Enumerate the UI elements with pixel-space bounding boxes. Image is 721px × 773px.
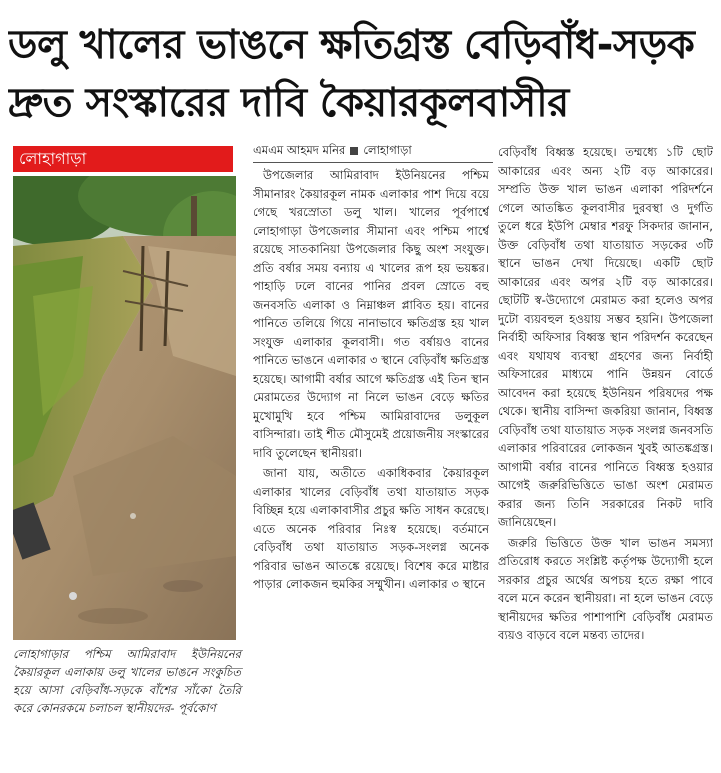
square-bullet-icon <box>350 147 358 155</box>
byline-place: লোহাগাড়া <box>363 143 412 157</box>
article-column-3 <box>498 143 713 769</box>
headline-line-1: ডলু খালের ভাঙনে ক্ষতিগ্রস্ত বেড়িবাঁধ-সড়ক <box>8 22 695 68</box>
article-paragraph: উপজেলার আমিরাবাদ ইউনিয়নের পশ্চিম সীমানারং কৈয়ারকূল নামক এলাকার পাশ দিয়ে বয়ে গেছে খরস্রোতা ডলু খাল। খালের পূর্বপার্শ্বে লোহাগাড়া উপজেলার সীমানা এবং পশ্চিম পার্শ্বে রয়েছে সাতকানিয়া উপজেলার কিছু অংশ সংযুক্ত। প্রতি বর্ষার সময় বন্যায় এ খালের রূপ হয় ভয়ঙ্কর। পাহাড়ি ঢলে বানের পানির প্রবল স্রোতে বহু জনবসতি এলাকা ও নিম্নাঞ্চল প্লাবিত হয়। বানের পানিতে তলিয়ে গিয়ে নানাভাবে ক্ষতিগ্রস্ত হয় খাল সংযুক্ত এলাকার কূলবাসী। গত বর্ষায়ও বানের পানিতে ভাঙনে এলাকার ৩ স্থানে বেড়িবাঁধ ক্ষতিগ্রস্ত হয়েছে। আগামী বর্ষার আগে ক্ষতিগ্রস্ত এই তিন স্থান মেরামতের উদ্যোগ না নিলে ভাঙন বেড়ে ক্ষতির মুখোমুখি হবে পশ্চিম আমিরাবাদের ডলুকূল বাসিন্দারা। তাই শীত মৌসুমেই প্রয়োজনীয় সংস্কারের দাবি তুলেছেন স্থানীয়রা। <box>253 168 489 460</box>
embankment-erosion-photo <box>13 176 236 640</box>
article-column-2 <box>253 166 489 766</box>
article-paragraph: বেড়িবাঁধ বিধ্বস্ত হয়েছে। তম্মধ্যে ১টি ছোট আকারের এবং অন্য ২টি বড় আকারের। সম্প্রতি উক্ত খাল ভাঙন এলাকা পরিদর্শনে গেলে আতঙ্কিত কূলবাসীর দুরবস্থা ও দুর্গতি তুলে ধরে ইউপি মেম্বার শরফু সিকদার জানান, উক্ত বেড়িবাঁধ তথা যাতায়াত সড়কের ৩টি স্থানে ভাঙন দেখা দিয়েছে। একটি ছোট আকারের এবং অপর ২টি বড় আকারের। ছোটটি স্ব-উদ্যোগে মেরামত করা হলেও অপর দুটো ব্যয়বহুল হওয়ায় সম্ভব হয়নি। উপজেলা নির্বাহী অফিসার বিধ্বস্ত স্থান পরিদর্শন করেছেন এবং যথাযথ ব্যবস্থা গ্রহণের জন্য নির্বাহী অফিসারের মাধ্যমে পানি উন্নয়ন বোর্ডে আবেদন করা হয়েছে ইউনিয়ন পরিষদের পক্ষ থেকে। স্থানীয় বাসিন্দা জকরিয়া জানান, বিধ্বস্ত বেড়িবাঁধ তথা যাতায়াত সড়ক সংলগ্ন জনবসতি এলাকার পরিবারের লোকজন খুবই আতঙ্কগ্রস্ত। আগামী বর্ষার বানের পানিতে বিধ্বস্ত হওয়ার আগেই জরুরিভিত্তিতে ভাঙা অংশ মেরামত করার জন্য তিনি সরকারের নিকট দাবি জানিয়েছেন। <box>498 145 713 529</box>
byline <box>253 141 493 163</box>
article-paragraph: জরুরি ভিত্তিতে উক্ত খাল ভাঙন সমস্যা প্রতিরোধ করতে সংশ্লিষ্ট কর্তৃপক্ষ উদ্যোগী হলে সরকার প্রচুর অর্থের অপচয় হতে রক্ষা পাবে বলে মনে করেন স্থানীয়রা। না হলে ভাঙন বেড়ে স্থানীয়দের ক্ষতির পাশাপাশি বেড়িবাঁধ মেরামত ব্যয়ও বাড়বে বলে মন্তব্য তাদের। <box>498 535 713 642</box>
author-name: এমএম আহমদ মনির <box>253 143 346 157</box>
article-paragraph: জানা যায়, অতীতে একাধিকবার কৈয়ারকূল এলাকার খালের বেড়িবাঁধ তথা যাতায়াত সড়ক বিচ্ছিন্ন হয়ে এলাকাবাসীর প্রচুর ক্ষতি সাধন করেছে। এতে অনেক পরিবার নিঃস্ব হয়েছে। বর্তমানে বেড়িবাঁধ তথা যাতায়াত সড়ক-সংলগ্ন অনেক পরিবার ভাঙন আতঙ্কে রয়েছে। বিশেষ করে মাষ্টার পাড়ার লোকজন হুমকির সম্মুখীন। এলাকার ৩ স্থানে <box>253 466 489 591</box>
news-photo <box>13 176 236 640</box>
headline <box>8 16 714 132</box>
headline-line-2: দ্রুত সংস্কারের দাবি কৈয়ারকূলবাসীর <box>8 80 569 126</box>
location-tag: লোহাগাড়া <box>13 146 233 172</box>
photo-caption: লোহাগাড়ার পশ্চিম আমিরাবাদ ইউনিয়নের কৈয়ারকূল এলাকায় ডলু খালের ভাঙনে সংকুচিত হয়ে আসা বেড়িবাঁধ-সড়কে বাঁশের সাঁকো তৈরি করে কোনরকমে চলাচল স্থানীয়দের- পূর্বকোণ <box>13 647 241 715</box>
